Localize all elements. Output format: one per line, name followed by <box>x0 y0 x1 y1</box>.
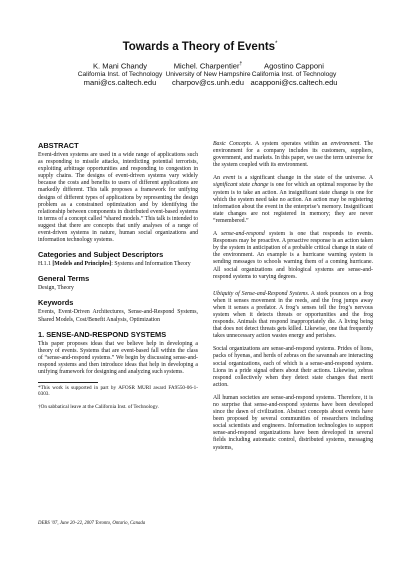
categories-text <box>38 261 198 268</box>
para-label: Ubiquity of Sense-and-Respond Systems. <box>213 290 310 297</box>
author-email: mani@cs.caltech.edu <box>83 78 157 88</box>
keywords-heading: Keywords <box>38 298 74 308</box>
para-sense-respond <box>213 231 373 281</box>
author-email: acapponi@cs.caltech.edu <box>250 78 338 88</box>
para-event-definition <box>213 175 373 225</box>
para-ubiquity <box>213 291 373 341</box>
author-affiliation: California Inst. of Technology <box>77 70 163 78</box>
keywords-text: Events, Event-Driven Architectures, Sense-and-Respond Systems, Shared Models, Cost/Benefit Analysis, Optimization <box>38 309 198 323</box>
conference-footer: DEBS ’07, June 20–22, 2007 Toronto, Ontario, Canada <box>38 521 146 526</box>
text-run: A <box>213 231 222 238</box>
text-run: A system operates within an <box>252 141 331 147</box>
general-terms-heading: General Terms <box>38 274 90 284</box>
author-name: Agostino Capponi <box>264 61 324 71</box>
text-run: An <box>213 175 223 182</box>
author-name: Michel. Charpentier <box>173 61 240 71</box>
section1-text: This paper proposes ideas that we believe help in developing a theory of events. Systems that are event-based fall within the class of “sense-and-respond systems.” We begin by discussing sense-and-respond systems and then introduce ideas that help in developing a unifying framework for designing and analyzing such systems. <box>38 340 198 375</box>
categories-heading: Categories and Subject Descriptors <box>38 250 164 260</box>
para-human-societies: All human societies are sense-and-respond systems. Therefore, it is no surprise that sense-and-respond systems have been developed since the dawn of civilization. Abstract concepts about events have been proposed by several communities of researchers including social scientists and engineers. Information technologies to support sense-and-respond organizations have been developed in several fields including automatic control, distributed systems, messaging systems, <box>213 394 373 451</box>
emphasis-run: significant state change <box>213 182 269 189</box>
author-3 <box>232 60 356 87</box>
right-column <box>213 141 373 458</box>
abstract-text: Event-driven systems are used in a wide range of applications such as responding to missile attacks, interdicting potential terrorists, exploiting arbitrage opportunities and responding to congestion in supply chains. The designs of event-driven systems vary widely because the costs and benefits to users of different applications are markedly different. This talk proposes a framework for unifying designs of different types of applications by representing the design problem as a constrained optimization and by identifying the relationship between components in distributed event-based systems in terms of a concept called “shared models.” This talk is intended to suggest that there are concepts that unify analyses of a range of event-driven systems in nature, human social organizations and information technology systems. <box>38 152 198 244</box>
emphasis-run: sense-and-respond <box>221 231 265 238</box>
category-rest: : Systems and Information Theory <box>111 261 191 268</box>
emphasis-run: environment <box>330 141 360 147</box>
title-text: Towards a Theory of Events <box>122 41 276 53</box>
category-code: H.1.1 <box>38 261 53 268</box>
section1-heading: 1. SENSE-AND-RESPOND SYSTEMS <box>38 329 167 339</box>
text-run: . The environment for a company includes its customers, suppliers, government, and markets. In this paper, we use the term universe for the system coupled with its environment. <box>213 141 373 169</box>
text-run: is one for which an optimal response by the system is to take an action. An insignificant state change is one for which the system need take no action. An action may be registering information about the event in the enterprise’s memory. Insignificant state changes are not registered in memory; they are never “remembered.” <box>213 182 373 224</box>
text-run: A stork pounces on a frog when it senses movement in the reeds, and the frog jumps away when it senses a predator. A frog’s senses tell the frog’s nervous system when it detects threats or opportunities and the frog responds. Animals that respond inappropriately die. A living being that does not detect threats gets killed. Likewise, one that frequently takes unnecessary action wastes energy and perishes. <box>213 290 373 340</box>
para-social-organizations: Social organizations are sense-and-respond systems. Prides of lions, packs of hyenas, and herds of zebras on the savannah are interacting social organizations, each of which is a sense-and-respond system. Lions in a pride signal others about their actions. Likewise, zebras respond collectively when they detect state changes that merit action. <box>213 346 373 388</box>
author-name: K. Mani Chandy <box>92 61 148 71</box>
paper-title <box>0 41 400 53</box>
author-affiliation: California Inst. of Technology <box>251 70 337 78</box>
footnote-rule <box>38 382 98 383</box>
text-run: system is one that responds to events. Responses may be proactive. A proactive response is an action taken by the system in anticipation of a probable critical change in state of the environment. An example is a hurricane warning system is sending messages to schools warning them of a coming hurricane. All social organizations and biological systems are sense-and-respond systems to varying degrees. <box>213 231 373 280</box>
para-basic-concepts <box>213 141 373 169</box>
author-mark: † <box>239 61 243 67</box>
general-terms-text: Design, Theory <box>38 285 74 292</box>
footnote-sabbatical: †On sabbatical leave at the California Inst. of Technology. <box>38 403 159 410</box>
left-column <box>38 141 198 416</box>
category-bold: [Models and Principles] <box>52 261 112 268</box>
text-run: is a significant change in the state of the universe. A <box>235 175 373 182</box>
para-label: Basic Concepts. <box>213 141 253 147</box>
emphasis-run: event <box>222 175 236 182</box>
author-affiliation: University of New Hampshire <box>165 70 251 78</box>
author-email: charpov@cs.unh.edu <box>172 78 244 88</box>
title-footnote-mark: * <box>275 41 278 48</box>
footnote-funding: *This work is supported in part by AFOSR MURI award FA9550-06-1-0303. <box>38 385 198 398</box>
abstract-heading: ABSTRACT <box>38 141 79 150</box>
